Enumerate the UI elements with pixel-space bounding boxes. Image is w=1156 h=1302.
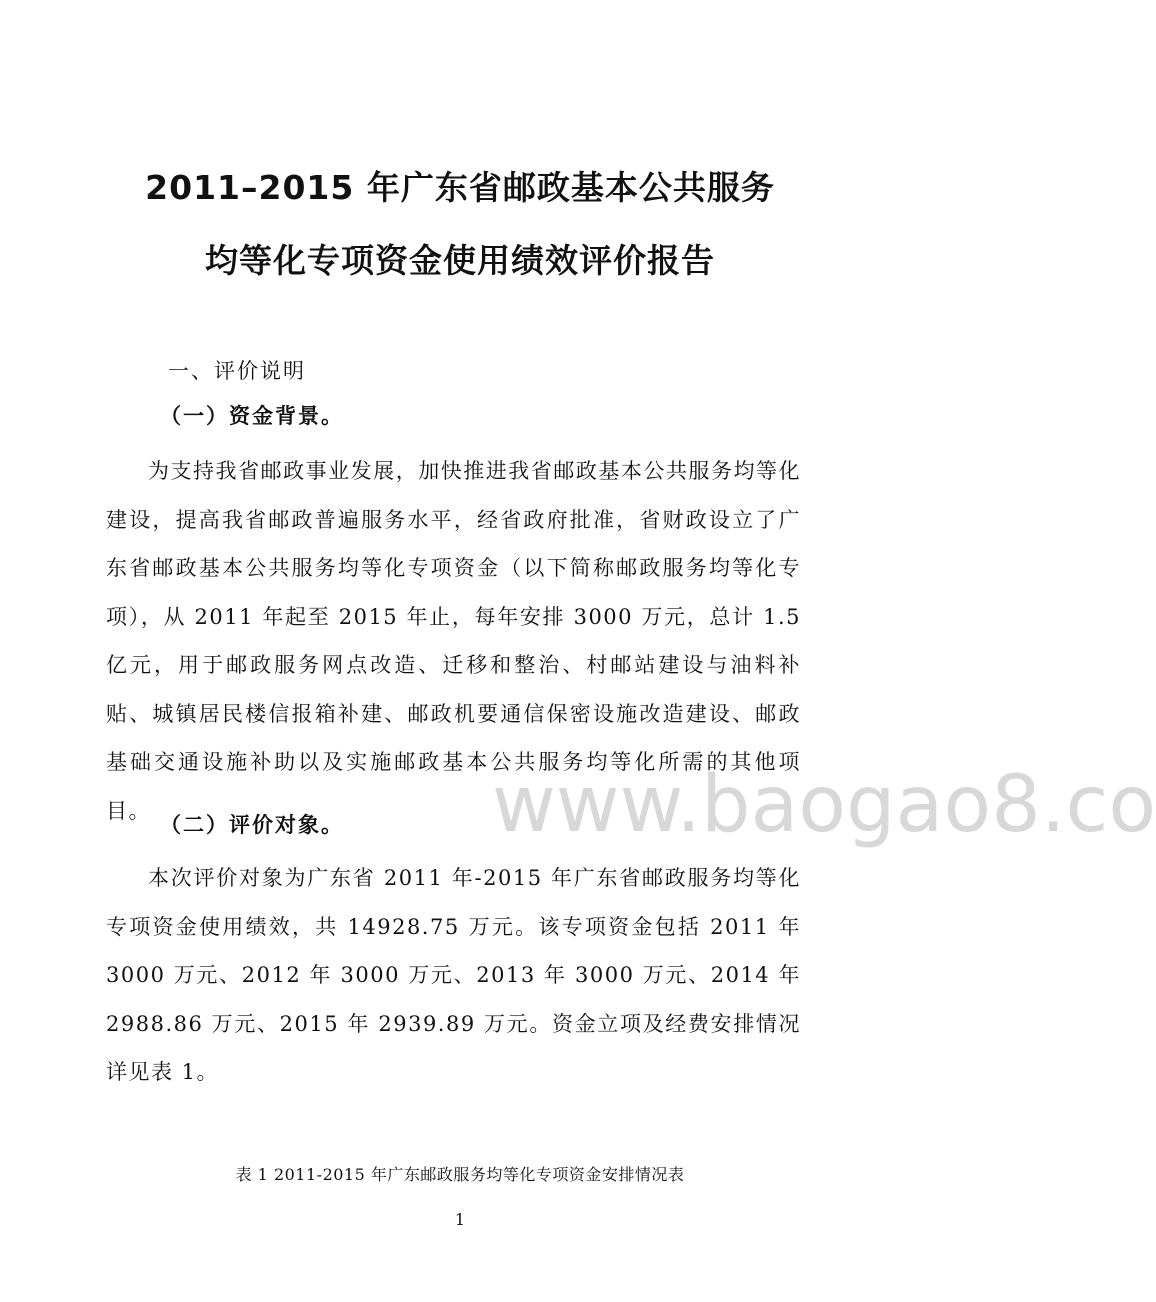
watermark-text: www.baogao8.co [492,760,1156,850]
section-heading-evaluation-notes: 一、评价说明 [168,359,306,383]
paragraph-evaluation-object: 本次评价对象为广东省 2011 年-2015 年广东省邮政服务均等化专项资金使用绩效，共 14928.75 万元。该专项资金包括 2011 年 3000 万元、2012 年 3000 万元、2013 年 3000 万元、2014 年 2988.86 万元、2015 年 2939.89 万元。资金立项及经费安排情况详见表 1。 [106,866,801,1084]
table-caption: 表 1 2011-2015 年广东邮政服务均等化专项资金安排情况表 [235,1165,685,1184]
document-title-line-1: 2011–2015 年广东省邮政基本公共服务 [145,168,775,207]
subsection-heading-evaluation-object: （二）评价对象。 [160,813,344,837]
page-number: 1 [454,1210,466,1229]
document-title-line-2: 均等化专项资金使用绩效评价报告 [205,241,715,280]
paragraph-fund-background: 为支持我省邮政事业发展，加快推进我省邮政基本公共服务均等化建设，提高我省邮政普遍服务水平，经省政府批准，省财政设立了广东省邮政基本公共服务均等化专项资金（以下简称邮政服务均等化专项），从 2011 年起至 2015 年止，每年安排 3000 万元，总计 1.5 亿元，用于邮政服务网点改造、迁移和整治、村邮站建设与油料补贴、城镇居民楼信报箱补建、邮政机要通信保密设施改造建设、邮政基础交通设施补助以及实施邮政基本公共服务均等化所需的其他项目。 [106,459,801,823]
subsection-heading-fund-background: （一）资金背景。 [160,404,344,428]
